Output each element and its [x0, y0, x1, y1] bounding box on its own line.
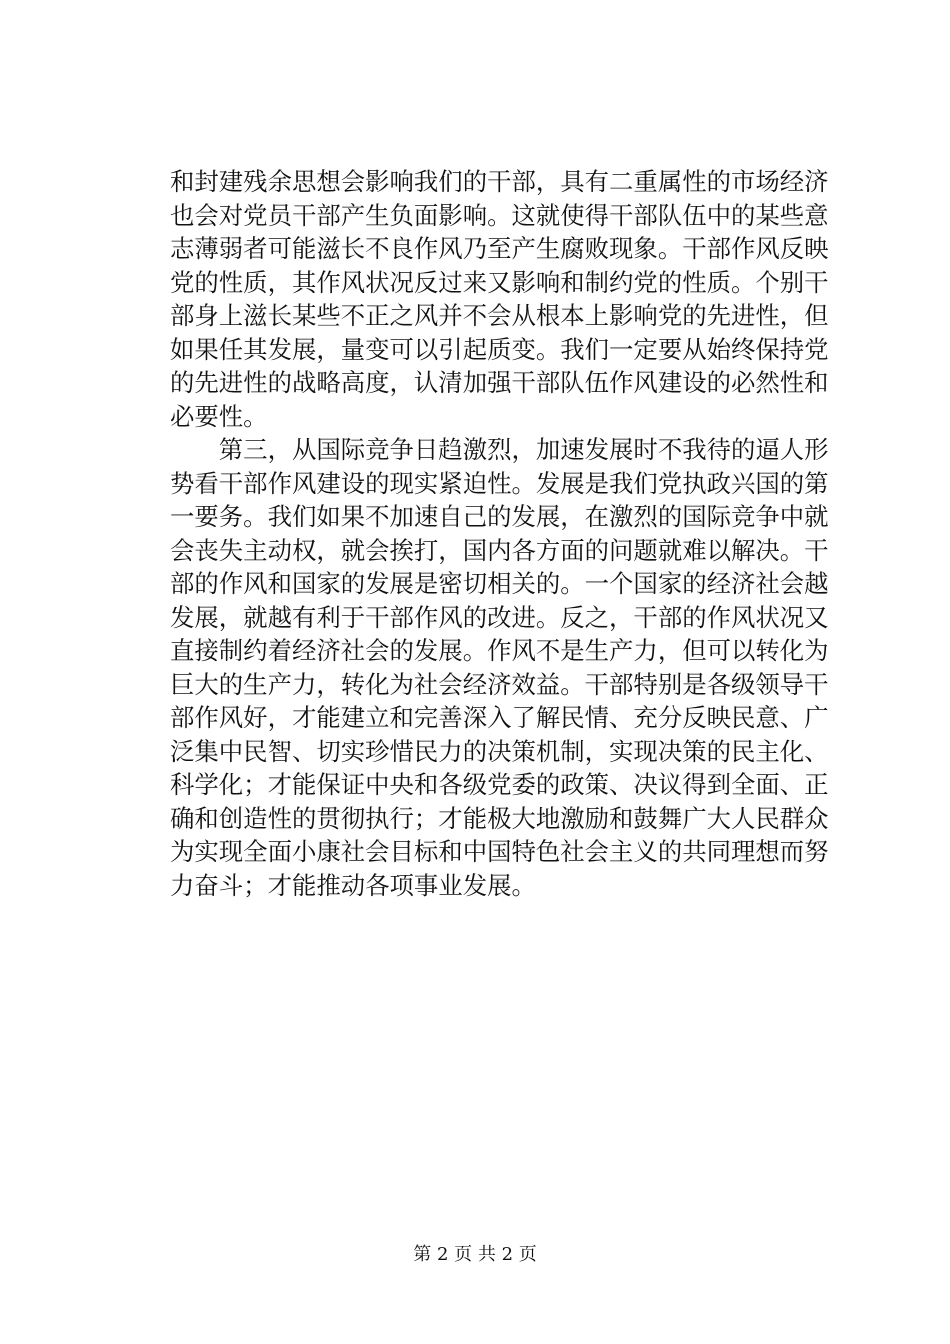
text-line: 志薄弱者可能滋长不良作风乃至产生腐败现象。干部作风反映: [170, 234, 829, 263]
text-line: 和封建残余思想会影响我们的干部，具有二重属性的市场经济: [170, 167, 829, 196]
text-line: 力奋斗；才能推动各项事业发展。: [170, 870, 536, 900]
text-line: 为实现全面小康社会目标和中国特色社会主义的共同理想而努: [170, 837, 829, 866]
text-line: 巨大的生产力，转化为社会经济效益。干部特别是各级领导干: [170, 669, 829, 699]
text-line: 确和创造性的贯彻执行；才能极大地激励和鼓舞广大人民群众: [170, 803, 829, 833]
text-line: 一要务。我们如果不加速自己的发展，在激烈的国际竞争中就: [170, 502, 829, 531]
text-line: 部作风好，才能建立和完善深入了解民情、充分反映民意、广: [170, 703, 829, 732]
text-line: 泛集中民智、切实珍惜民力的决策机制，实现决策的民主化、: [170, 736, 829, 766]
text-line: 必要性。: [170, 401, 268, 431]
text-line: 会丧失主动权，就会挨打，国内各方面的问题就难以解决。干: [170, 535, 829, 565]
text-line: 直接制约着经济社会的发展。作风不是生产力，但可以转化为: [170, 636, 829, 665]
text-line: 也会对党员干部产生负面影响。这就使得干部队伍中的某些意: [170, 200, 829, 230]
body-text: [170, 165, 829, 902]
text-line: 科学化；才能保证中央和各级党委的政策、决议得到全面、正: [170, 770, 829, 799]
text-line: 部身上滋长某些不正之风并不会从根本上影响党的先进性，但: [170, 301, 829, 330]
text-line: 党的性质，其作风状况反过来又影响和制约党的性质。个别干: [170, 267, 829, 297]
text-line: 势看干部作风建设的现实紧迫性。发展是我们党执政兴国的第: [170, 468, 829, 498]
text-line: 如果任其发展，量变可以引起质变。我们一定要从始终保持党: [170, 334, 829, 364]
text-line: 部的作风和国家的发展是密切相关的。一个国家的经济社会越: [170, 569, 829, 598]
text-line: 第三，从国际竞争日趋激烈，加速发展时不我待的逼人形: [170, 435, 829, 464]
text-line: 的先进性的战略高度，认清加强干部队伍作风建设的必然性和: [170, 368, 829, 397]
text-line: 发展，就越有利于干部作风的改进。反之，干部的作风状况又: [170, 602, 829, 632]
page-number-footer: 第 2 页 共 2 页: [413, 1244, 537, 1265]
